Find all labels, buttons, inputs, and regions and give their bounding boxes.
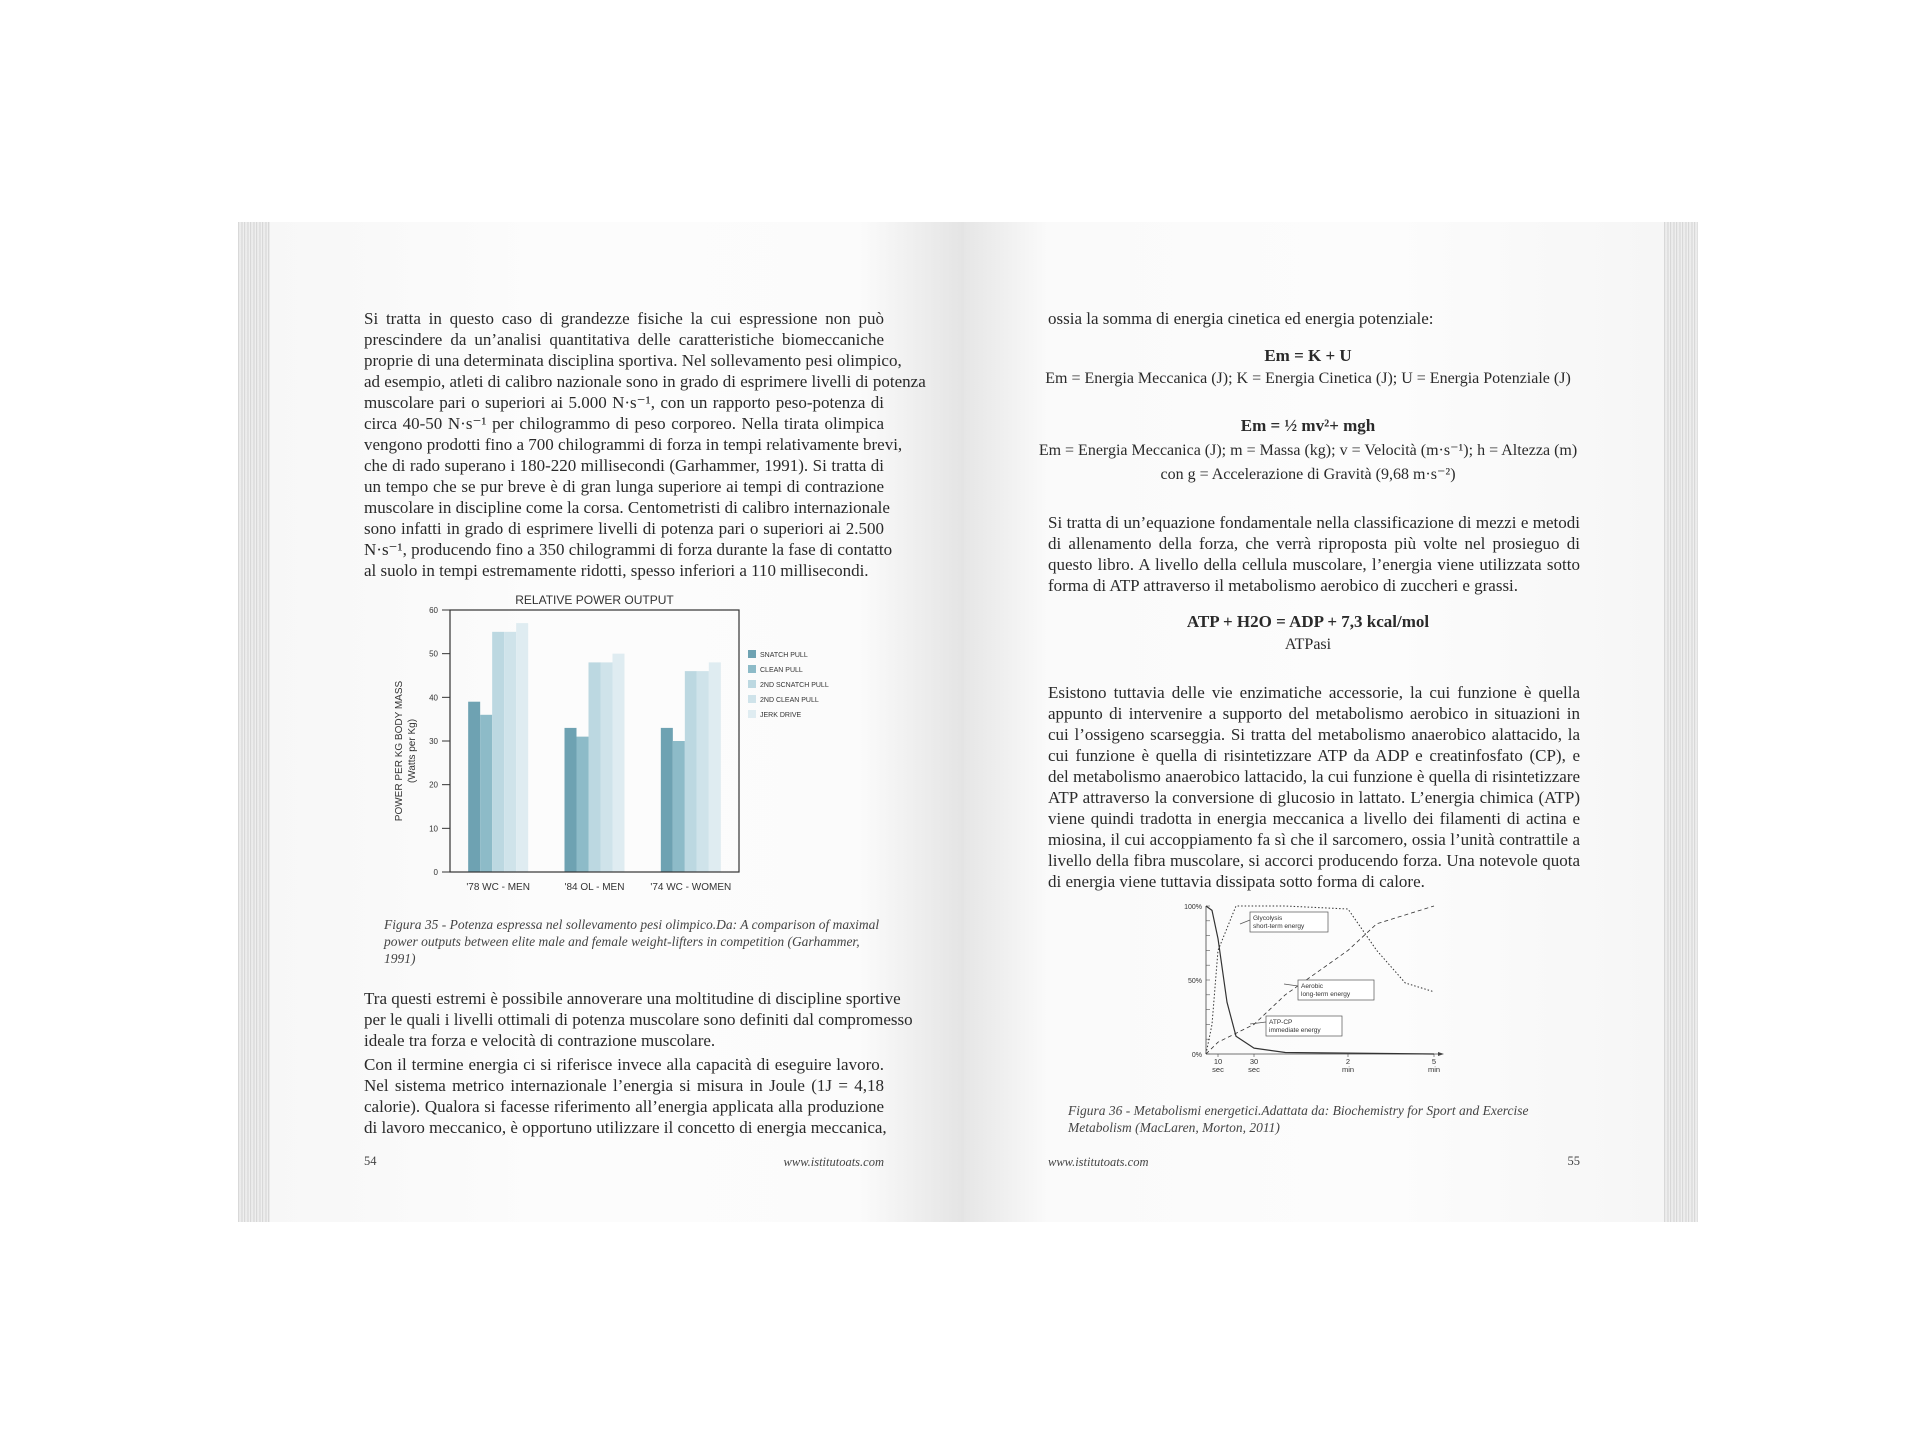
left-paragraph-2-line: per le quali i livelli ottimali di potenza muscolare sono definiti dal compromesso (364, 1010, 913, 1029)
caption-35-line: Figura 35 - Potenza espressa nel sollevamento pesi olimpico. (384, 917, 717, 932)
left-page-number: 54 (364, 1154, 377, 1168)
bar (685, 671, 697, 872)
left-paragraph-1-line: muscolare pari o superiori ai 5.000 N·s⁻¹, con un rapporto peso-potenza di (364, 393, 884, 412)
left-paragraph-1 (364, 308, 926, 581)
x-tick-value: 10 (1213, 1057, 1223, 1066)
callout-pointer (1284, 984, 1298, 986)
y-tick-label: 20 (429, 780, 438, 790)
callout-pointer (1240, 920, 1250, 924)
y-tick-label: 30 (429, 737, 438, 746)
left-paragraph-3-line: di lavoro meccanico, è opportuno utilizzare il concetto di energia meccanica, (364, 1118, 887, 1137)
y-tick-label: 0% (1191, 1052, 1202, 1059)
bar (492, 632, 504, 872)
right-paragraph-2 (1048, 682, 1580, 892)
bar (601, 662, 613, 872)
right-paragraph-2-line: miosina, il cui accoppiamento fa sì che il sarcomero, ossia l’unità contrattile a (1048, 830, 1580, 849)
bar (468, 702, 480, 872)
formula-3-enzyme: ATPasi (1284, 636, 1332, 653)
chart-title: RELATIVE POWER OUTPUT (515, 593, 674, 607)
bar (480, 715, 492, 872)
left-paragraph-1-line: muscolare in discipline come la corsa. Centometristi di calibro internazionale (364, 498, 890, 517)
legend-swatch (748, 650, 756, 658)
x-tick-value: 2 (1345, 1057, 1351, 1066)
left-paragraph-1-line: che di rado superano i 180-220 millisecondi (Garhammer, 1991). Si tratta di (364, 456, 884, 475)
caption-35-line: Da: A comparison of maximal power outputs between elite male and female weight- (384, 917, 880, 949)
caption-36-line: Adattata da: Biochemistry for Sport and Exercise Metabolism (MacLaren, Morton, 2011) (1068, 1103, 1529, 1135)
bar (589, 662, 601, 872)
right-page-number: 55 (1567, 1154, 1580, 1168)
x-axis-arrow (1438, 1052, 1444, 1056)
right-paragraph-1-line: Si tratta di un’equazione fondamentale nella classificazione di mezzi e metodi (1048, 513, 1580, 532)
legend-swatch (748, 695, 756, 703)
x-tick-unit: min (1427, 1065, 1441, 1074)
x-tick-unit: sec (1248, 1065, 1260, 1074)
callout-label-line-2: immediate energy (1269, 1027, 1321, 1034)
y-tick-label: 50% (1187, 978, 1202, 985)
legend-label: JERK DRIVE (760, 712, 802, 719)
right-paragraph-2-line: ATP attraverso la conversione di glucosio in lattato. L’energia chimica (ATP) (1048, 788, 1580, 807)
right-paragraph-1 (1048, 512, 1580, 596)
right-paragraph-2-line: cui funzione è quella di risintetizzare ATP da ADP e creatinfosfato (CP), e (1048, 746, 1580, 765)
figure-36-caption (1068, 1102, 1588, 1136)
left-page-edges (238, 222, 272, 1222)
formula-2-description-2: con g = Accelerazione di Gravità (9,68 m·s⁻²) (1160, 466, 1456, 483)
left-paragraph-2 (364, 988, 913, 1051)
legend-swatch (748, 710, 756, 718)
callout-label-line-1: ATP-CP (1269, 1019, 1293, 1026)
legend-swatch (748, 665, 756, 673)
right-paragraph-1-line: questo libro. A livello della cellula muscolare, l’energia viene utilizzata sotto (1048, 555, 1580, 574)
right-paragraph-1-line: di allenamento della forza, che verrà riproposta più volte nel prosieguo di (1048, 534, 1580, 553)
left-paragraph-1-line: ad esempio, atleti di calibro nazionale sono in grado di esprimere livelli di potenza (364, 372, 926, 391)
left-page (270, 222, 964, 1222)
left-paragraph-1-line: proprie di una determinata disciplina sportiva. Nel sollevamento pesi olimpico, (364, 351, 902, 370)
left-paragraph-3-line: Con il termine energia ci si riferisce invece alla capacità di eseguire lavoro. (364, 1055, 884, 1074)
right-page (964, 222, 1664, 1222)
left-paragraph-1-line: al suolo in tempi estremamente ridotti, spesso inferiori a 110 millisecondi. (364, 561, 869, 580)
left-paragraph-1-line: Si tratta in questo caso di grandezze fisiche la cui espressione non può (364, 309, 884, 328)
legend-swatch (748, 680, 756, 688)
callout-label-line-1: Glycolysis (1253, 915, 1283, 922)
figure-35-caption (384, 916, 884, 967)
bar (709, 662, 721, 872)
y-tick-label: 100% (1184, 904, 1202, 911)
callout-label-line-1: Aerobic (1301, 983, 1324, 990)
left-paragraph-1-line: un tempo che se pur breve è di gran lunga superiore ai tempi di contrazione (364, 477, 884, 496)
callout-label-line-2: short-term energy (1253, 923, 1305, 930)
formula-2: Em = ½ mv²+ mgh (1240, 416, 1376, 435)
y-axis-label-line-2: (Watts per Kg) (407, 718, 418, 784)
bar (673, 741, 685, 872)
caption-35-line: lifters in competition (Garhammer, 1991) (384, 934, 860, 966)
right-paragraph-2-line: appunto di intervenire a supporto del metabolismo aerobico in situazioni in (1048, 704, 1580, 723)
y-tick-label: 50 (429, 649, 438, 659)
right-intro-text: ossia la somma di energia cinetica ed energia potenziale: (1048, 309, 1434, 328)
left-paragraph-1-line: vengono prodotti fino a 700 chilogrammi di forza in tempi relativamente brevi, (364, 435, 903, 454)
right-website: www.istitutoats.com (1048, 1155, 1149, 1169)
left-paragraph-3 (364, 1054, 887, 1138)
formula-1-description: Em = Energia Meccanica (J); K = Energia Cinetica (J); U = Energia Potenziale (J) (1045, 370, 1571, 387)
x-category-label: '78 WC - MEN (466, 882, 530, 892)
left-paragraph-2-line: Tra questi estremi è possibile annoverare una moltitudine di discipline sportive (364, 989, 901, 1008)
legend-label: 2ND CLEAN PULL (760, 697, 819, 704)
y-tick-label: 40 (429, 693, 438, 703)
left-website: www.istitutoats.com (783, 1155, 884, 1169)
legend-label: CLEAN PULL (760, 667, 803, 674)
right-paragraph-1-line: forma di ATP attraverso il metabolismo aerobico di zuccheri e grassi. (1048, 576, 1519, 595)
x-tick-value: 30 (1249, 1057, 1259, 1066)
bar (504, 632, 516, 872)
caption-36-line: Figura 36 - Metabolismi energetici. (1068, 1103, 1262, 1118)
right-paragraph-2-line: Esistono tuttavia delle vie enzimatiche accessorie, la cui funzione è quella (1048, 683, 1580, 702)
right-paragraph-2-line: di energia viene tuttavia dissipata sotto forma di calore. (1048, 872, 1425, 891)
left-paragraph-3-line: calorie). Qualora si facesse riferimento all’energia applicata alla produzione (364, 1097, 884, 1116)
left-paragraph-1-line: N·s⁻¹, producendo fino a 350 chilogrammi di forza durante la fase di contatto (364, 540, 893, 559)
y-axis-label-line-1: POWER PER KG BODY MASS (394, 680, 405, 822)
left-paragraph-3-line: Nel sistema metrico internazionale l’energia si misura in Joule (1J = 4,18 (364, 1076, 884, 1095)
bar (516, 623, 528, 872)
right-page-edges (1664, 222, 1698, 1222)
right-paragraph-2-line: livello della fibra muscolare, si accorci producendo forza. Una notevole quota (1048, 851, 1580, 870)
y-tick-label: 10 (429, 824, 438, 834)
bar (577, 737, 589, 872)
relative-power-output-chart (390, 592, 870, 892)
callout-label-line-2: long-term energy (1301, 991, 1351, 998)
left-paragraph-1-line: circa 40-50 N·s⁻¹ per chilogrammo di peso corporeo. Nella tirata olimpica (364, 414, 884, 433)
x-category-label: '74 WC - WOMEN (650, 882, 732, 892)
right-intro (1048, 308, 1588, 329)
bar (661, 728, 673, 872)
right-paragraph-2-line: viene quindi tradotta in energia meccanica a livello dei filamenti di actina e (1048, 809, 1580, 828)
x-tick-unit: min (1341, 1065, 1355, 1074)
x-category-label: '84 OL - MEN (564, 882, 625, 892)
legend-label: 2ND SCNATCH PULL (760, 682, 829, 689)
bar (613, 654, 625, 872)
right-paragraph-2-line: cui l’ossigeno scarseggia. Si tratta del metabolismo anaerobico alattacido, la (1048, 725, 1580, 744)
left-paragraph-1-line: sono infatti in grado di esprimere livelli di potenza pari o superiori ai 2.500 (364, 519, 884, 538)
left-paragraph-2-line: ideale tra forza e velocità di contrazione muscolare. (364, 1031, 716, 1050)
bar (697, 671, 709, 872)
legend-label: SNATCH PULL (760, 652, 808, 659)
formula-2-description-1: Em = Energia Meccanica (J); m = Massa (kg); v = Velocità (m·s⁻¹); h = Altezza (m) (1038, 442, 1578, 459)
x-tick-unit: sec (1212, 1065, 1224, 1074)
y-tick-label: 60 (429, 606, 438, 615)
right-paragraph-2-line: del metabolismo anaerobico lattacido, la cui funzione è quella di risintetizzare (1048, 767, 1580, 786)
energy-metabolism-chart (1164, 898, 1454, 1078)
callout-pointer (1250, 1022, 1266, 1024)
bar (565, 728, 577, 872)
y-tick-label: 0 (433, 868, 438, 877)
x-tick-value: 5 (1431, 1057, 1437, 1066)
left-paragraph-1-line: prescindere da un’analisi quantitativa delle caratteristiche biomeccaniche (364, 330, 884, 349)
formula-3: ATP + H2O = ADP + 7,3 kcal/mol (1186, 612, 1430, 631)
formula-1: Em = K + U (1264, 346, 1352, 365)
